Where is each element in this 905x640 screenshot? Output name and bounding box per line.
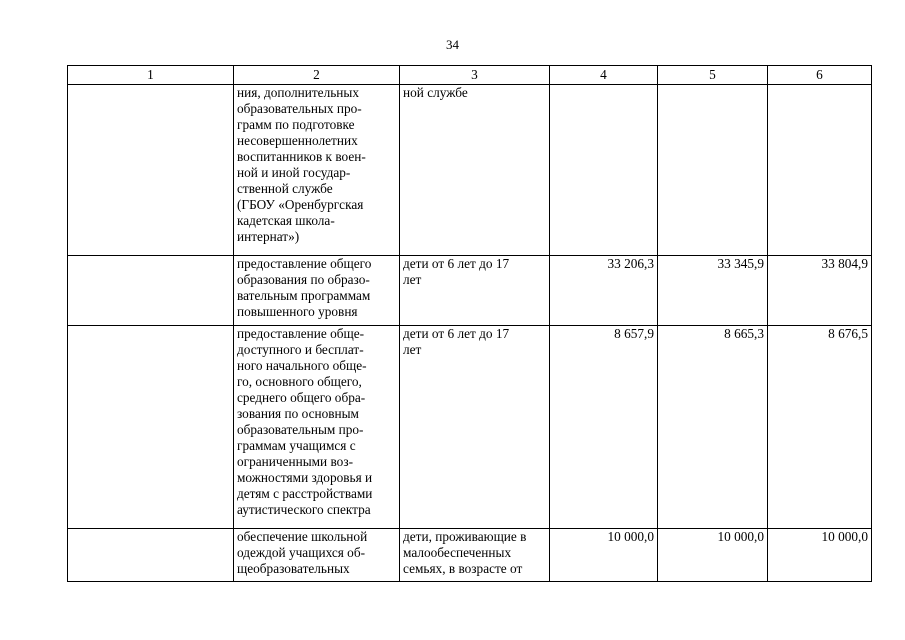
column-header-1: 1 (68, 66, 234, 85)
column-header-2: 2 (234, 66, 400, 85)
row-service-description: обеспечение школьной одеждой учащихся об- щеобразовательных (234, 529, 400, 582)
row-value-col4: 8 657,9 (550, 326, 658, 529)
column-header-5: 5 (658, 66, 768, 85)
column-header-6: 6 (768, 66, 872, 85)
row-value-col4: 10 000,0 (550, 529, 658, 582)
row-value-col4 (550, 85, 658, 256)
column-header-3: 3 (400, 66, 550, 85)
row-recipients: дети от 6 лет до 17 лет (400, 256, 550, 326)
row-col1 (68, 85, 234, 256)
row-value-col5: 33 345,9 (658, 256, 768, 326)
row-value-col6 (768, 85, 872, 256)
table-header-row (68, 66, 872, 85)
page-number: 34 (446, 37, 459, 52)
row-value-col4: 33 206,3 (550, 256, 658, 326)
row-service-description: ния, дополнительных образовательных про- грамм по подготовке несовершеннолетних воспитанников к воен- ной и иной государ- ственной службе (ГБОУ «Оренбургская кадетская школа- интернат») (234, 85, 400, 256)
row-value-col5 (658, 85, 768, 256)
budget-table (67, 65, 872, 582)
table-row (68, 326, 872, 529)
row-col1 (68, 256, 234, 326)
row-service-description: предоставление общего образования по образо- вательным программам повышенного уровня (234, 256, 400, 326)
row-recipients: дети от 6 лет до 17 лет (400, 326, 550, 529)
column-header-4: 4 (550, 66, 658, 85)
table-row (68, 85, 872, 256)
row-value-col6: 33 804,9 (768, 256, 872, 326)
row-value-col5: 10 000,0 (658, 529, 768, 582)
table-row (68, 256, 872, 326)
row-value-col6: 10 000,0 (768, 529, 872, 582)
row-recipients: ной службе (400, 85, 550, 256)
row-service-description: предоставление обще- доступного и бесплат- ного начального обще- го, основного общего, среднего общего обра- зования по основным образовательным про- граммам учащимся с ограниченными воз- можностями здоровья и детям с расстройствами аутистического спектра (234, 326, 400, 529)
row-value-col5: 8 665,3 (658, 326, 768, 529)
row-col1 (68, 326, 234, 529)
row-value-col6: 8 676,5 (768, 326, 872, 529)
row-recipients: дети, проживающие в малообеспеченных семьях, в возрасте от (400, 529, 550, 582)
table-row (68, 529, 872, 582)
row-col1 (68, 529, 234, 582)
